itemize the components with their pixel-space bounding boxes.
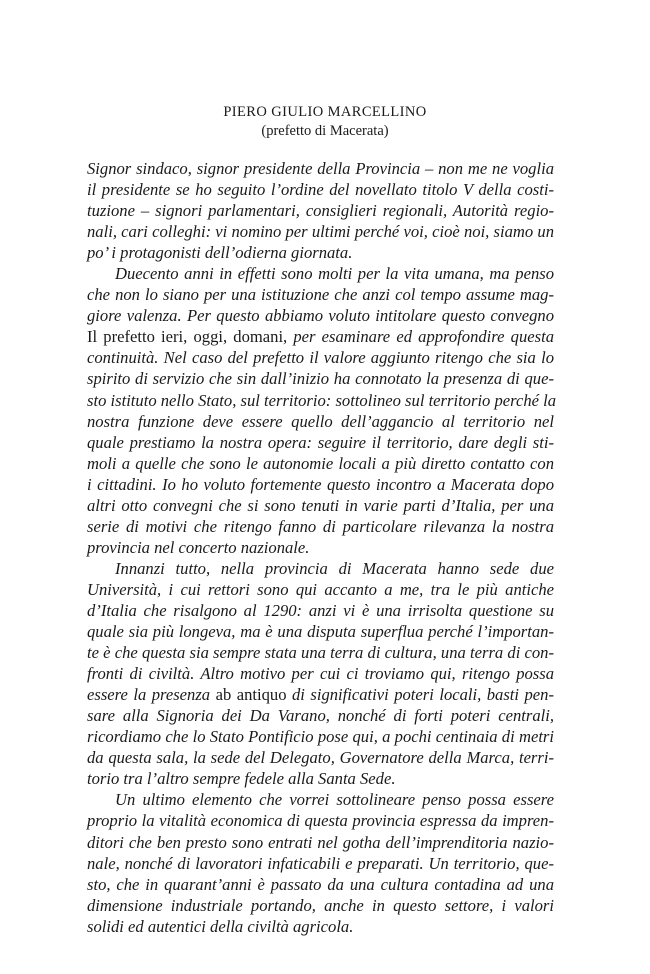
text-line (87, 432, 554, 453)
text-run: altri otto convegni che si sono tenuti in varie parti d’Italia, per una (87, 495, 554, 515)
text-line (87, 853, 554, 874)
text-run: dimensione industriale portando, anche in questo settore, i valori (87, 895, 554, 915)
text-line (87, 789, 554, 810)
text-line (87, 895, 554, 916)
speaker-name: PIERO GIULIO MARCELLINO (223, 104, 427, 120)
text-run: che non lo siano per una istituzione che anzi col tempo assume mag- (87, 285, 554, 305)
text-run: fronti di civiltà. Altro motivo per cui ci troviamo qui, ritengo possa (87, 664, 554, 684)
text-line (87, 326, 554, 347)
text-line (87, 768, 554, 789)
text-run: sare alla Signoria dei Da Varano, nonché di forti poteri centrali, (87, 706, 554, 726)
paragraph (87, 158, 554, 263)
text-run: provincia nel concerto nazionale. (87, 537, 310, 557)
text-run: da questa sala, la sede del Delegato, Governatore della Marca, terri- (87, 748, 554, 768)
text-line (87, 579, 554, 600)
text-run: di significativi poteri locali, basti pen- (286, 685, 554, 705)
speaker-role: (prefetto di Macerata) (261, 123, 389, 139)
text-line (87, 537, 554, 558)
text-line (87, 684, 554, 705)
text-line (87, 516, 554, 537)
text-run: d’Italia che risalgono al 1290: anzi vi è una irrisolta questione su (87, 600, 554, 620)
text-line (87, 453, 554, 474)
text-line (87, 600, 554, 621)
text-line (87, 747, 554, 768)
text-run: continuità. Nel caso del prefetto il valore aggiunto ritengo che sia lo (87, 348, 554, 368)
text-run: torio tra l’altro sempre fedele alla Santa Sede. (87, 769, 396, 789)
text-run: antiquo (236, 685, 287, 705)
text-line (87, 705, 554, 726)
text-line (87, 621, 554, 642)
text-line (87, 642, 554, 663)
text-run: Un ultimo elemento che vorrei sottolineare penso possa essere (115, 790, 554, 810)
text-run: ab (215, 685, 232, 705)
text-run: nale, nonché di lavoratori infaticabili e preparati. Un territorio, que- (87, 853, 554, 873)
text-run: proprio la vitalità economica di questa provincia espressa da impren- (87, 811, 554, 831)
text-run: sto istituto nello Stato, sul territorio: sottolineo sul territorio perché la (87, 390, 557, 410)
text-run: Duecento anni in effetti sono molti per la vita umana, ma penso (115, 264, 554, 284)
text-line (87, 305, 554, 326)
text-line (87, 874, 554, 895)
text-line (87, 916, 554, 937)
speech-text (87, 158, 557, 937)
speaker-header (0, 103, 650, 141)
text-run: essere la presenza (87, 685, 216, 705)
text-run: giore valenza. Per questo abbiamo voluto intitolare questo convegno (87, 306, 554, 326)
text-run: Il prefetto ieri, oggi, domani, (87, 327, 288, 347)
text-line (87, 347, 554, 368)
text-line (87, 158, 554, 179)
paragraph (87, 789, 554, 936)
text-line (87, 200, 554, 221)
text-run: ricordiamo che lo Stato Pontificio pose qui, a pochi centinaia di metri (87, 727, 554, 747)
text-run: Signor sindaco, signor presidente della Provincia – non me ne voglia (87, 159, 554, 178)
text-line (87, 726, 554, 747)
text-run: po’ i protagonisti dell’odierna giornata. (87, 243, 353, 263)
text-line (87, 263, 554, 284)
text-run: quale sia più longeva, ma è una disputa superflua perché l’importan- (87, 622, 554, 642)
text-run: solidi ed autentici della civiltà agricola. (87, 916, 354, 936)
text-line (87, 474, 554, 495)
text-line (87, 832, 554, 853)
text-line (87, 558, 554, 579)
text-line (87, 495, 554, 516)
text-line (87, 242, 554, 263)
text-run: te è che questa sia sempre stata una terra di cultura, una terra di con- (87, 643, 554, 663)
text-run: nostra funzione deve essere quello dell’aggancio al territorio nel (87, 411, 554, 431)
text-line (87, 411, 554, 432)
text-line (87, 368, 554, 389)
text-line (87, 390, 557, 411)
text-run: Innanzi tutto, nella provincia di Macerata hanno sede due (115, 558, 554, 578)
text-run: i cittadini. Io ho voluto fortemente questo incontro a Macerata dopo (87, 474, 554, 494)
text-line (87, 284, 554, 305)
text-run: serie di motivi che ritengo fanno di particolare rilevanza la nostra (87, 516, 554, 536)
paragraph (87, 558, 554, 790)
text-run: sto, che in quarant’anni è passato da una cultura contadina ad una (87, 874, 554, 894)
text-run: Università, i cui rettori sono qui accanto a me, tra le più antiche (87, 579, 554, 599)
text-run: tuzione – signori parlamentari, consiglieri regionali, Autorità regio- (87, 201, 554, 221)
text-run: moli a quelle che sono le autonomie locali a più diretto contatto con (87, 453, 554, 473)
text-run: quale prestiamo la nostra opera: seguire il territorio, dare degli sti- (87, 432, 554, 452)
text-run: nali, cari colleghi: vi nomino per ultimi perché voi, cioè noi, siamo un (87, 222, 554, 242)
text-run: spirito di servizio che sin dall’inizio ha connotato la presenza di que- (87, 369, 554, 389)
text-run: ditori che ben presto sono entrati nel gotha dell’imprenditoria nazio- (87, 832, 554, 852)
text-line (87, 221, 554, 242)
text-line (87, 179, 554, 200)
text-run: per esaminare ed approfondire questa (287, 327, 554, 347)
text-run: il presidente se ho seguito l’ordine del novellato titolo V della costi- (87, 180, 554, 200)
text-line (87, 810, 554, 831)
text-line (87, 663, 554, 684)
paragraph (87, 263, 557, 558)
